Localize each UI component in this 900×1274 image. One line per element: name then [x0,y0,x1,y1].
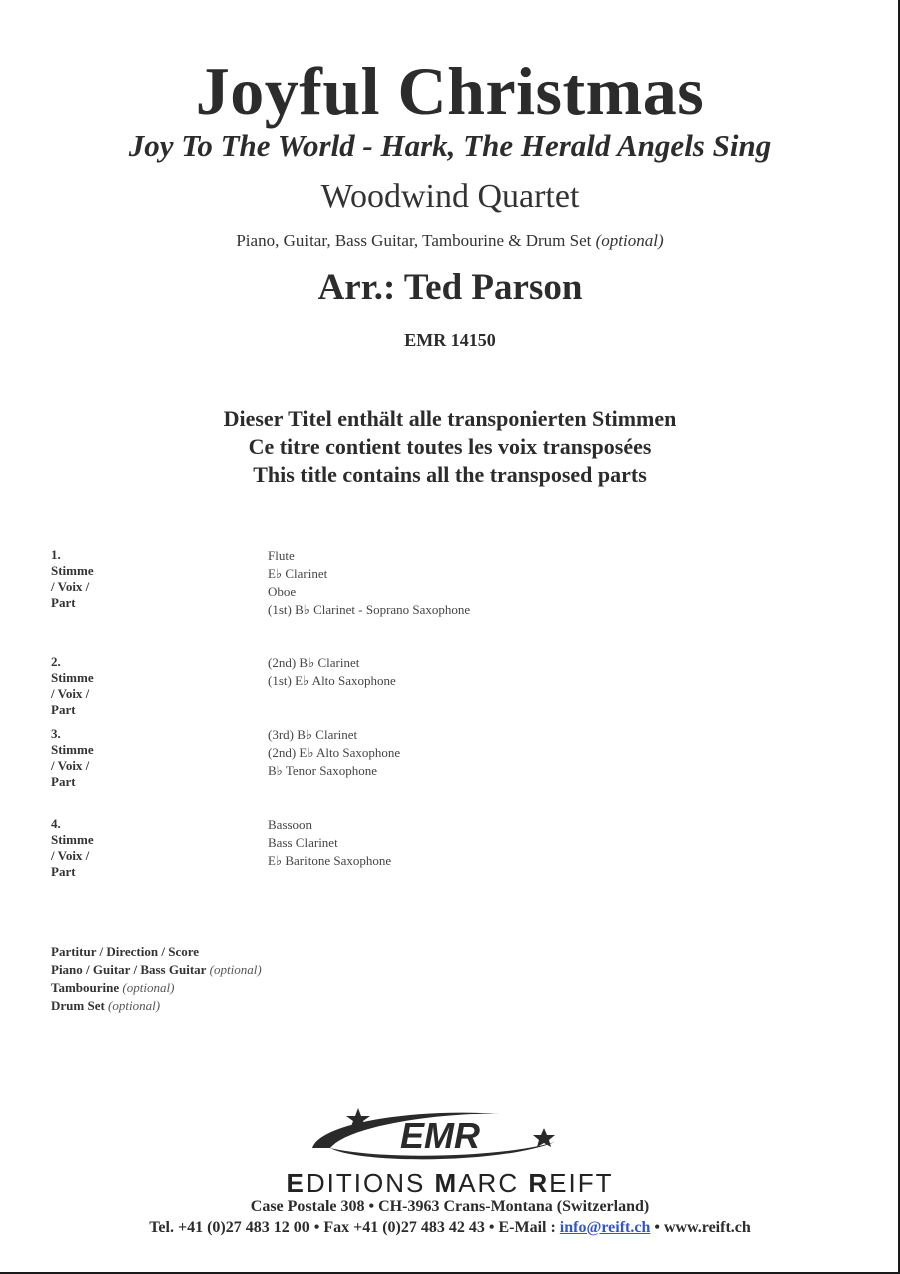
arranger: Arr.: Ted Parson [317,267,583,308]
instrument: Bassoon [268,817,313,832]
optional-instruments-list: Piano, Guitar, Bass Guitar, Tambourine & Drum Set [236,231,592,250]
part-label: 4. Stimme / Voix / Part [51,816,94,879]
extra-part-label: Drum Set [51,998,105,1013]
website: • www.reift.ch [650,1219,751,1236]
optional-label: (optional) [595,231,664,250]
extra-part-label: Partitur / Direction / Score [51,944,200,959]
publisher-initial: R [528,1168,550,1198]
extra-part-label: Tambourine [51,980,120,995]
publisher-name [0,1168,900,1199]
transposed-parts-note [0,405,900,489]
extra-part-note: (optional) [209,962,262,977]
extra-part [51,997,262,1015]
contact-phone-fax: Tel. +41 (0)27 483 12 00 • Fax +41 (0)27 483 42 43 • E-Mail : [149,1219,560,1236]
additional-parts [51,943,262,1015]
part-instruments [268,547,470,619]
instrument: E♭ Clarinet [268,566,328,581]
optional-instruments [0,231,900,251]
instrument: B♭ Tenor Saxophone [268,763,377,778]
note-english: This title contains all the transposed parts [253,462,647,487]
extra-part-note: (optional) [122,980,175,995]
publisher-initial: E [286,1168,306,1198]
publisher-initial: M [434,1168,459,1198]
catalog-number: EMR 14150 [404,330,496,350]
part-instruments [268,654,396,690]
instrument: E♭ Baritone Saxophone [268,853,392,868]
subtitle: Joy To The World - Hark, The Herald Angels Sing [128,128,772,163]
extra-part [51,943,262,961]
extra-part [51,979,262,997]
instrument: (2nd) B♭ Clarinet [268,655,360,670]
extra-part-note: (optional) [108,998,161,1013]
publisher-word: EIFT [549,1168,614,1198]
page-title: Joyful Christmas [195,53,705,129]
publisher-word: DITIONS [305,1168,435,1198]
part-label: 2. Stimme / Voix / Part [51,654,94,717]
part-label: 3. Stimme / Voix / Part [51,726,94,789]
publisher-contact [0,1219,900,1237]
instrument: (3rd) B♭ Clarinet [268,727,358,742]
instrument: Bass Clarinet [268,835,338,850]
instrument: Oboe [268,584,297,599]
ensemble: Woodwind Quartet [320,178,580,215]
note-german: Dieser Titel enthält alle transponierten Stimmen [223,406,677,431]
extra-part [51,961,262,979]
instrument: Flute [268,548,295,563]
instrument: (2nd) E♭ Alto Saxophone [268,745,401,760]
extra-part-label: Piano / Guitar / Bass Guitar [51,962,207,977]
email-link[interactable]: info@reift.ch [559,1219,651,1236]
publisher-address: Case Postale 308 • CH-3963 Crans-Montana (Switzerland) [250,1198,650,1215]
part-instruments [268,726,400,780]
part-instruments [268,816,391,870]
publisher-word: ARC [458,1168,529,1198]
note-french: Ce titre contient toutes les voix transposées [248,434,652,459]
emr-logo-icon [300,1102,570,1170]
part-label: 1. Stimme / Voix / Part [51,547,94,610]
instrument: (1st) E♭ Alto Saxophone [268,673,396,688]
logo-text: EMR [400,1115,480,1156]
instrument: (1st) B♭ Clarinet - Soprano Saxophone [268,602,471,617]
